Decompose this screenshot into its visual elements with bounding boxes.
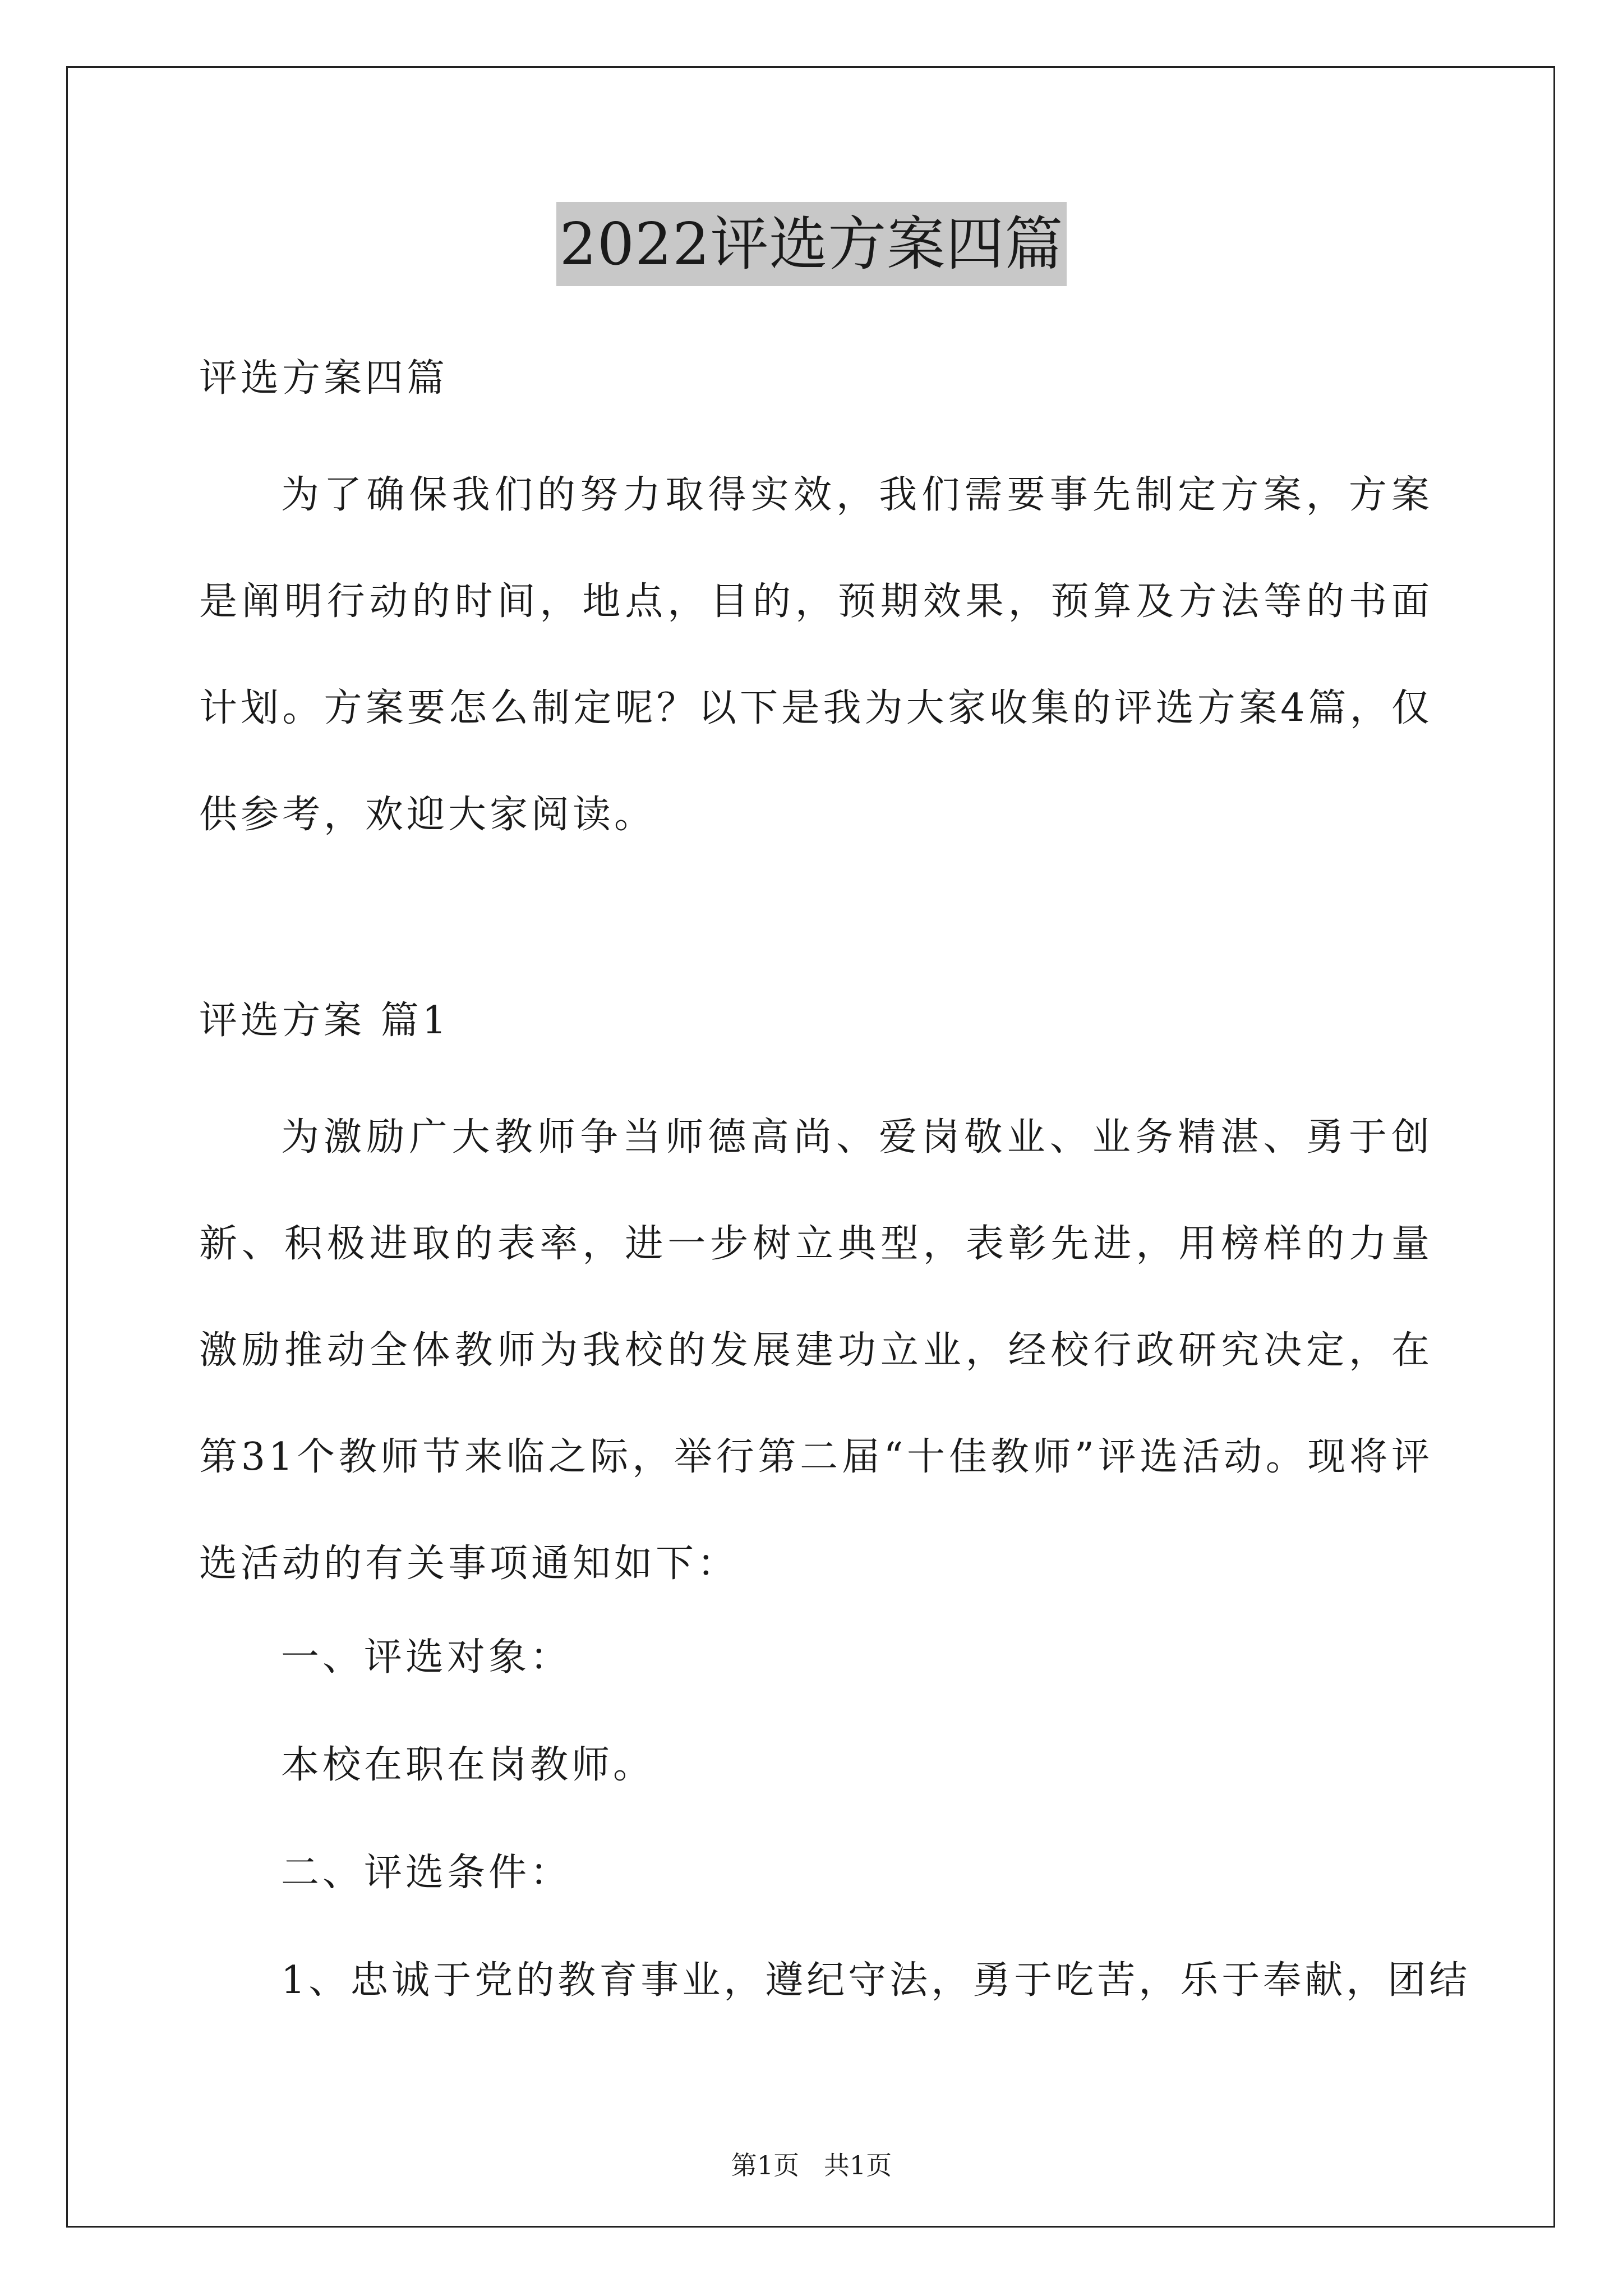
item-1-text: 本校在职在岗教师。 bbox=[281, 1743, 655, 1787]
intro-paragraph: 为了确保我们的努力取得实效，我们需要事先制定方案，方案是阐明行动的时间，地点，目的，预期效果，预算及方法等的书面计划。方案要怎么制定呢？以下是我为大家收集的评选方案4篇，仅供参考，欢迎大家阅读。 bbox=[199, 473, 1433, 837]
document-title bbox=[0, 202, 1623, 286]
item-1-heading: 一、评选对象： bbox=[281, 1635, 572, 1680]
document-title-text: 2022评选方案四篇 bbox=[556, 202, 1067, 286]
page-footer: 第1页 共1页 bbox=[731, 2150, 892, 2180]
item-2-heading: 二、评选条件： bbox=[281, 1851, 572, 1895]
item-2-text: 1、忠诚于党的教育事业，遵纪守法，勇于吃苦，乐于奉献，团结 bbox=[281, 1958, 1471, 2003]
section-1-paragraph: 为激励广大教师争当师德高尚、爱岗敬业、业务精湛、勇于创新、积极进取的表率，进一步树立典型，表彰先进，用榜样的力量激励推动全体教师为我校的发展建功立业，经校行政研究决定，在第31个教师节来临之际，举行第二届“十佳教师”评选活动。现将评选活动的有关事项通知如下： bbox=[199, 1115, 1433, 1586]
section-1-heading: 评选方案 篇1 bbox=[199, 999, 450, 1043]
subtitle: 评选方案四篇 bbox=[199, 356, 449, 401]
